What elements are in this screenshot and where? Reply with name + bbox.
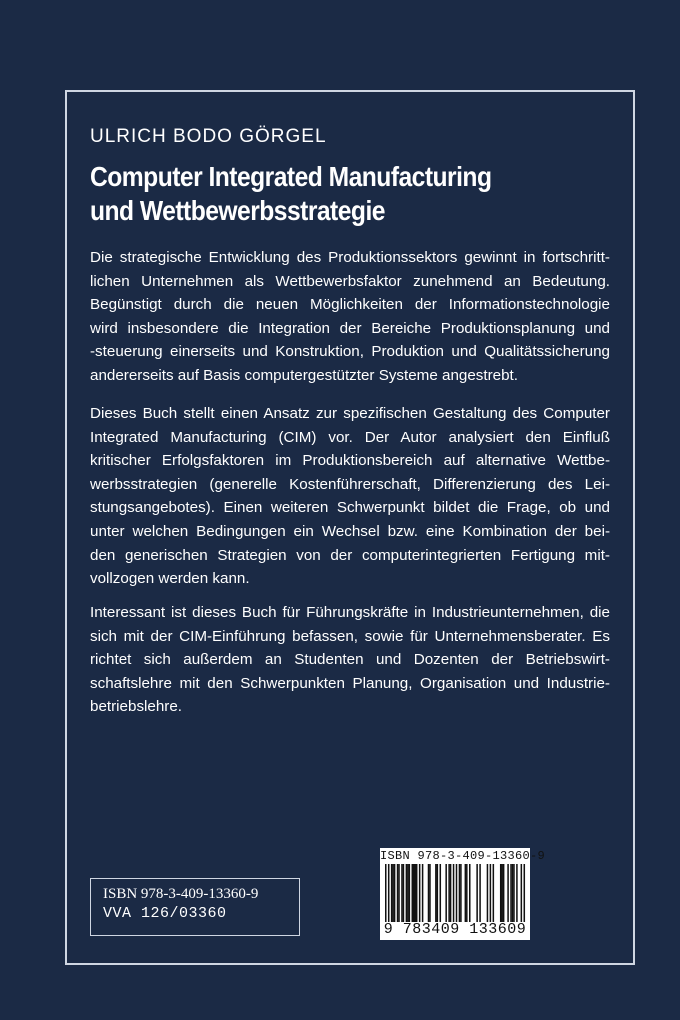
barcode-bar [419, 864, 421, 922]
barcode-bar [516, 864, 518, 922]
barcode-bar [524, 864, 526, 922]
barcode-bar [413, 864, 415, 922]
barcode-bar [401, 864, 403, 922]
text-line: wird insbesondere die Integration der Bereiche Produktionsplanung und [90, 319, 610, 337]
barcode-bar [466, 864, 468, 922]
barcode-bar [440, 864, 442, 922]
barcode-label [380, 848, 546, 940]
text-line: betriebslehre. [90, 698, 183, 716]
title-line: Computer Integrated Manufacturing [90, 161, 492, 192]
barcode-bar [507, 864, 509, 922]
barcode-bar [392, 864, 394, 922]
barcode-bar [490, 864, 492, 922]
text-line: Integrated Manufacturing (CIM) vor. Der Autor analysiert den Einfluß [90, 428, 610, 446]
isbn-text: ISBN 978-3-409-13360-9 [103, 886, 259, 902]
barcode-bar [503, 864, 505, 922]
text-line: vollzogen werden kann. [90, 570, 250, 588]
text-line: schaftslehre mit den Schwerpunkten Planung, Organisation und Industrie- [90, 674, 610, 692]
text-line: Dieses Buch stellt einen Ansatz zur spezifischen Gestaltung des Computer [90, 405, 610, 422]
barcode-bar [500, 864, 502, 922]
barcode-bar [385, 864, 387, 922]
barcode-bar [456, 864, 458, 922]
text-line: lichen Unternehmen als Wettbewerbsfaktor zunehmend an Bedeutung. [90, 272, 610, 290]
barcode-bar [397, 864, 399, 922]
barcode-isbn-text: ISBN 978-3-409-13360-9 [380, 849, 546, 863]
barcode-bar [493, 864, 495, 922]
barcode-bar [513, 864, 515, 922]
text-line: Begünstigt durch die neuen Möglichkeiten der Informationstechnologie [90, 296, 610, 314]
barcode-number: 9 783409 133609 [383, 921, 527, 938]
author-name: ULRICH BODO GÖRGEL [90, 126, 327, 147]
text-line: Interessant ist dieses Buch für Führungskräfte in Industrieunternehmen, die [90, 604, 610, 621]
barcode-bars [380, 864, 530, 922]
barcode-bar [445, 864, 447, 922]
barcode-bar [487, 864, 489, 922]
barcode-bar [435, 864, 437, 922]
barcode-bar [476, 864, 478, 922]
barcode-bar [394, 864, 396, 922]
barcode-bar [465, 864, 467, 922]
text-line: andererseits auf Basis computergestützter Systeme angestrebt. [90, 366, 518, 384]
text-line: den generischen Strategien von der computerintegrierten Fertigung mit- [90, 546, 610, 564]
isbn-box [90, 878, 300, 936]
barcode-bar [428, 864, 430, 922]
text-line: sich mit der CIM-Einführung befassen, sowie für Unternehmensberater. Es [90, 627, 610, 645]
barcode-bar [414, 864, 416, 922]
barcode-bar [406, 864, 408, 922]
barcode-bar [510, 864, 512, 922]
barcode-bar [412, 864, 414, 922]
barcode-bar [422, 864, 424, 922]
barcode-bar [459, 864, 461, 922]
barcode-bar [460, 864, 462, 922]
text-line: richtet sich außerdem an Studenten und Dozenten der Betriebswirt- [90, 651, 610, 669]
vva-text: VVA 126/03360 [103, 905, 227, 922]
barcode-bar [448, 864, 450, 922]
barcode-bar [512, 864, 514, 922]
text-line: unter welchen Bedingungen ein Wechsel bzw. eine Kombination der bei- [90, 522, 610, 540]
description-paragraph-3 [90, 601, 610, 719]
barcode-bar [469, 864, 471, 922]
text-line: -steuerung einerseits und Konstruktion, Produktion und Qualitätssicherung [90, 343, 610, 361]
book-title [90, 160, 548, 228]
barcode-bar [409, 864, 411, 922]
barcode-bar [521, 864, 523, 922]
barcode-bar [398, 864, 400, 922]
text-line: kritischer Erfolgsfaktoren im Produktionsbereich auf alternative Wettbe- [90, 452, 610, 470]
barcode-bar [450, 864, 452, 922]
barcode-bar [403, 864, 405, 922]
barcode-bar [501, 864, 503, 922]
barcode-bar [453, 864, 455, 922]
text-line: Die strategische Entwicklung des Produktionssektors gewinnt in fortschritt- [90, 249, 610, 266]
barcode-bar [437, 864, 439, 922]
description-paragraph-1 [90, 246, 610, 388]
barcode-bar [391, 864, 393, 922]
title-line: und Wettbewerbsstrategie [90, 195, 385, 226]
description-paragraph-2 [90, 402, 610, 591]
text-line: werbsstrategien (generelle Kostenführerschaft, Differenzierung des Lei- [90, 475, 610, 493]
text-line: stungsangebotes). Einen weiteren Schwerpunkt bildet die Frage, ob und [90, 499, 610, 517]
barcode-bar [388, 864, 390, 922]
barcode-bar [429, 864, 431, 922]
barcode-bar [407, 864, 409, 922]
barcode-bar [479, 864, 481, 922]
barcode-bar [416, 864, 418, 922]
